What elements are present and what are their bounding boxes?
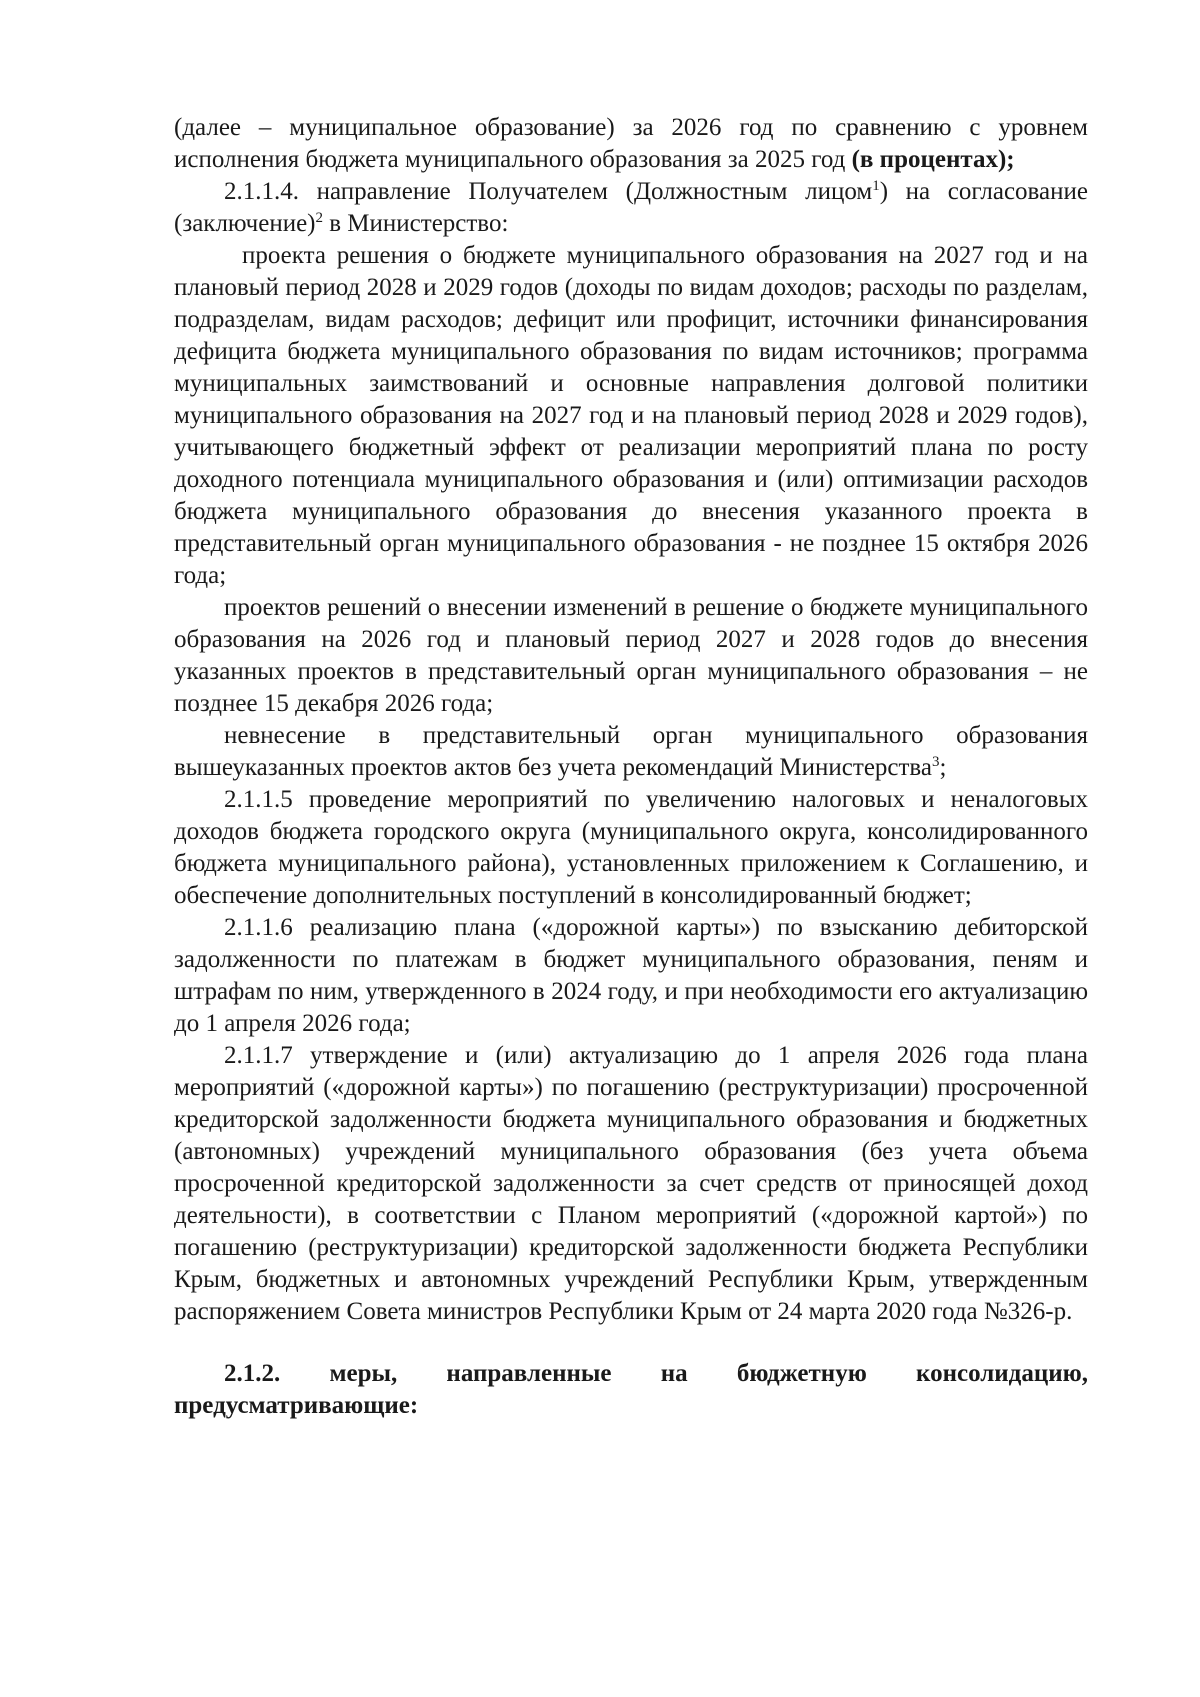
footnote-ref-1: 1 [872, 178, 880, 194]
footnote-ref-2: 2 [315, 210, 323, 226]
paragraph-nonsubmission [174, 720, 1088, 784]
paragraph-intro [174, 112, 1088, 176]
paragraph-intro-text: (далее – муниципальное образование) за 2026 год по сравнению с уровнем исполнения бюджета муниципального образования за 2025 год [174, 114, 1088, 173]
paragraph-nonsubmission-text-b: ; [939, 754, 947, 781]
document-body [174, 112, 1088, 1422]
paragraph-2-1-1-7: 2.1.1.7 утверждение и (или) актуализацию до 1 апреля 2026 года плана мероприятий («дорожной карты») по погашению (реструктуризации) просроченной кредиторской задолженности бюджета муниципального образования и бюджетных (автономных) учреждений муниципального образования (без учета объема просроченной кредиторской задолженности за счет средств от приносящей доход деятельности), в соответствии с Планом мероприятий («дорожной картой») по погашению (реструктуризации) кредиторской задолженности бюджета Республики Крым, бюджетных и автономных учреждений Республики Крым, утвержденным распоряжением Совета министров Республики Крым от 24 марта 2020 года №326-р. [174, 1042, 1088, 1325]
paragraph-2-1-1-4-text-b: ) на согласование (заключение) [174, 178, 1088, 237]
paragraph-project-decision: проекта решения о бюджете муниципального образования на 2027 год и на плановый период 2028 и 2029 годов (доходы по видам доходов; расходы по разделам, подразделам, видам расходов; дефицит или профицит, источники финансирования дефицита бюджета муниципального образования по видам источников; программа муниципальных заимствований и основные направления долговой политики муниципального образования на 2027 год и на плановый период 2028 и 2029 годов), учитывающего бюджетный эффект от реализации мероприятий плана по росту доходного потенциала муниципального образования и (или) оптимизации расходов бюджета муниципального образования до внесения указанного проекта в представительный орган муниципального образования - не позднее 15 октября 2026 года; [174, 242, 1088, 589]
paragraph-projects-changes: проектов решений о внесении изменений в решение о бюджете муниципального образования на 2026 год и плановый период 2027 и 2028 годов до внесения указанных проектов в представительный орган муниципального образования – не позднее 15 декабря 2026 года; [174, 594, 1088, 717]
footnote-ref-3: 3 [932, 754, 940, 770]
paragraph-2-1-1-4-text-a: 2.1.1.4. направление Получателем (Должностным лицом [224, 178, 873, 205]
paragraph-2-1-1-4-text-c: в Министерство: [323, 210, 509, 237]
section-heading-2-1-2: 2.1.2. меры, направленные на бюджетную консолидацию, предусматривающие: [174, 1360, 1088, 1419]
paragraph-nonsubmission-text-a: невнесение в представительный орган муниципального образования вышеуказанных проектов актов без учета рекомендаций Министерства [174, 722, 1088, 781]
paragraph-2-1-1-4 [174, 176, 1088, 240]
paragraph-intro-bold: (в процентах); [851, 146, 1015, 173]
paragraph-2-1-1-6: 2.1.1.6 реализацию плана («дорожной карты») по взысканию дебиторской задолженности по платежам в бюджет муниципального образования, пеням и штрафам по ним, утвержденного в 2024 году, и при необходимости его актуализацию до 1 апреля 2026 года; [174, 914, 1088, 1037]
paragraph-2-1-1-5: 2.1.1.5 проведение мероприятий по увеличению налоговых и неналоговых доходов бюджета городского округа (муниципального округа, консолидированного бюджета муниципального района), установленных приложением к Соглашению, и обеспечение дополнительных поступлений в консолидированный бюджет; [174, 786, 1088, 909]
